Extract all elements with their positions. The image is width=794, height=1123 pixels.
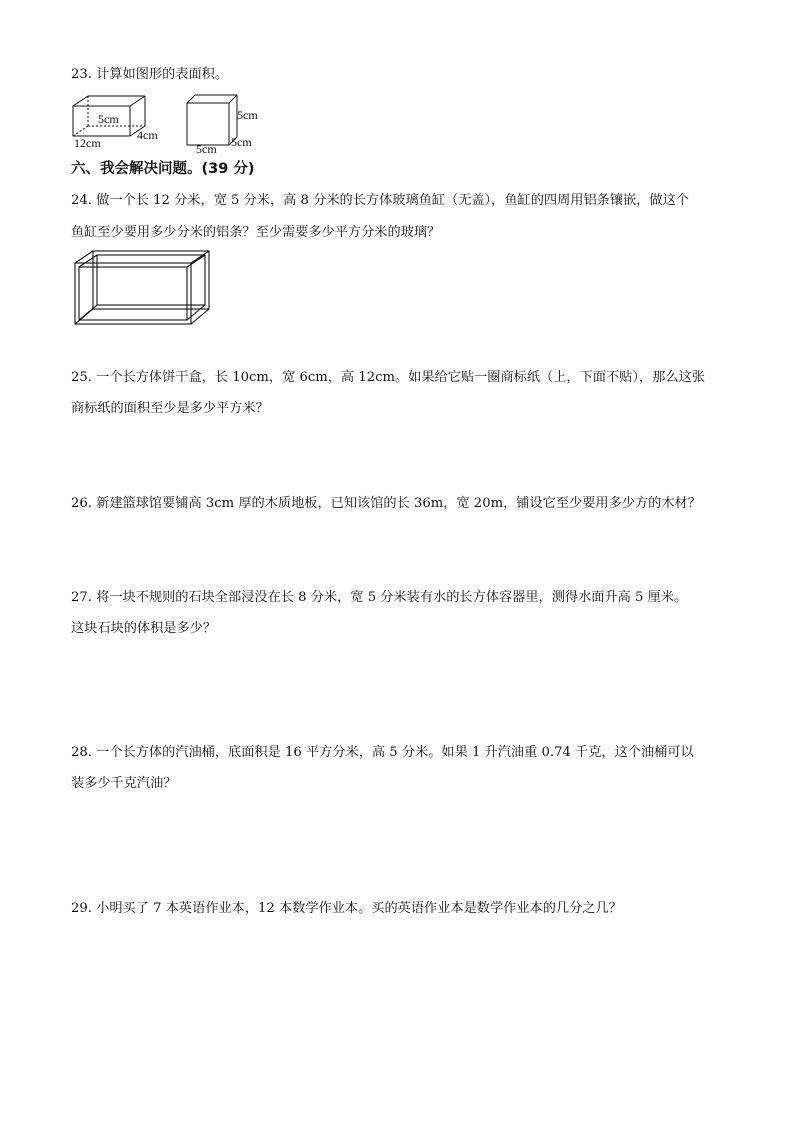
- q29-line1: 29. 小明买了 7 本英语作业本，12 本数学作业本。买的英语作业本是数学作业本的几分之几？: [71, 901, 622, 916]
- q28-line1: 28. 一个长方体的汽油桶，底面积是 16 平方分米，高 5 分米。如果 1 升汽油重 0.74 千克，这个油桶可以: [71, 745, 694, 760]
- q23-cuboid-figure: [70, 94, 170, 154]
- q23-text: 23. 计算如图形的表面积。: [71, 67, 229, 82]
- section-6-heading: 六、我会解决问题。(39 分): [71, 161, 255, 177]
- q23-fig1-length-label: 12cm: [74, 136, 101, 150]
- q23-fig2-height-label: 5cm: [237, 108, 258, 122]
- q28-line2: 装多少千克汽油？: [71, 776, 177, 791]
- q23-fig1-width-label: 4cm: [137, 128, 158, 142]
- q23-fig2-width-label: 5cm: [196, 142, 217, 156]
- q24-fish-tank-figure: [73, 249, 218, 329]
- q23-cube-figure: [185, 94, 270, 156]
- q25-line1: 25. 一个长方体饼干盒，长 10cm，宽 6cm，高 12cm。如果给它贴一圈商标纸（上，下面不贴），那么这张: [71, 370, 705, 385]
- q25-line2: 商标纸的面积至少是多少平方米？: [71, 401, 269, 416]
- q24-line1: 24. 做一个长 12 分米，宽 5 分米，高 8 分米的长方体玻璃鱼缸（无盖），鱼缸的四周用铝条镶嵌，做这个: [71, 193, 689, 208]
- q27-line1: 27. 将一块不规则的石块全部浸没在长 8 分米，宽 5 分米装有水的长方体容器里，测得水面升高 5 厘米。: [71, 590, 688, 605]
- q23-fig2-depth-label: 5cm: [231, 135, 252, 149]
- q24-line2: 鱼缸至少要用多少分米的铝条？至少需要多少平方分米的玻璃？: [71, 225, 441, 240]
- q26-line1: 26. 新建篮球馆要铺高 3cm 厚的木质地板，已知该馆的长 36m，宽 20m，铺设它至少要用多少方的木材？: [71, 496, 701, 511]
- q23-fig1-height-label: 5cm: [98, 112, 119, 126]
- q27-line2: 这块石块的体积是多少？: [71, 621, 217, 636]
